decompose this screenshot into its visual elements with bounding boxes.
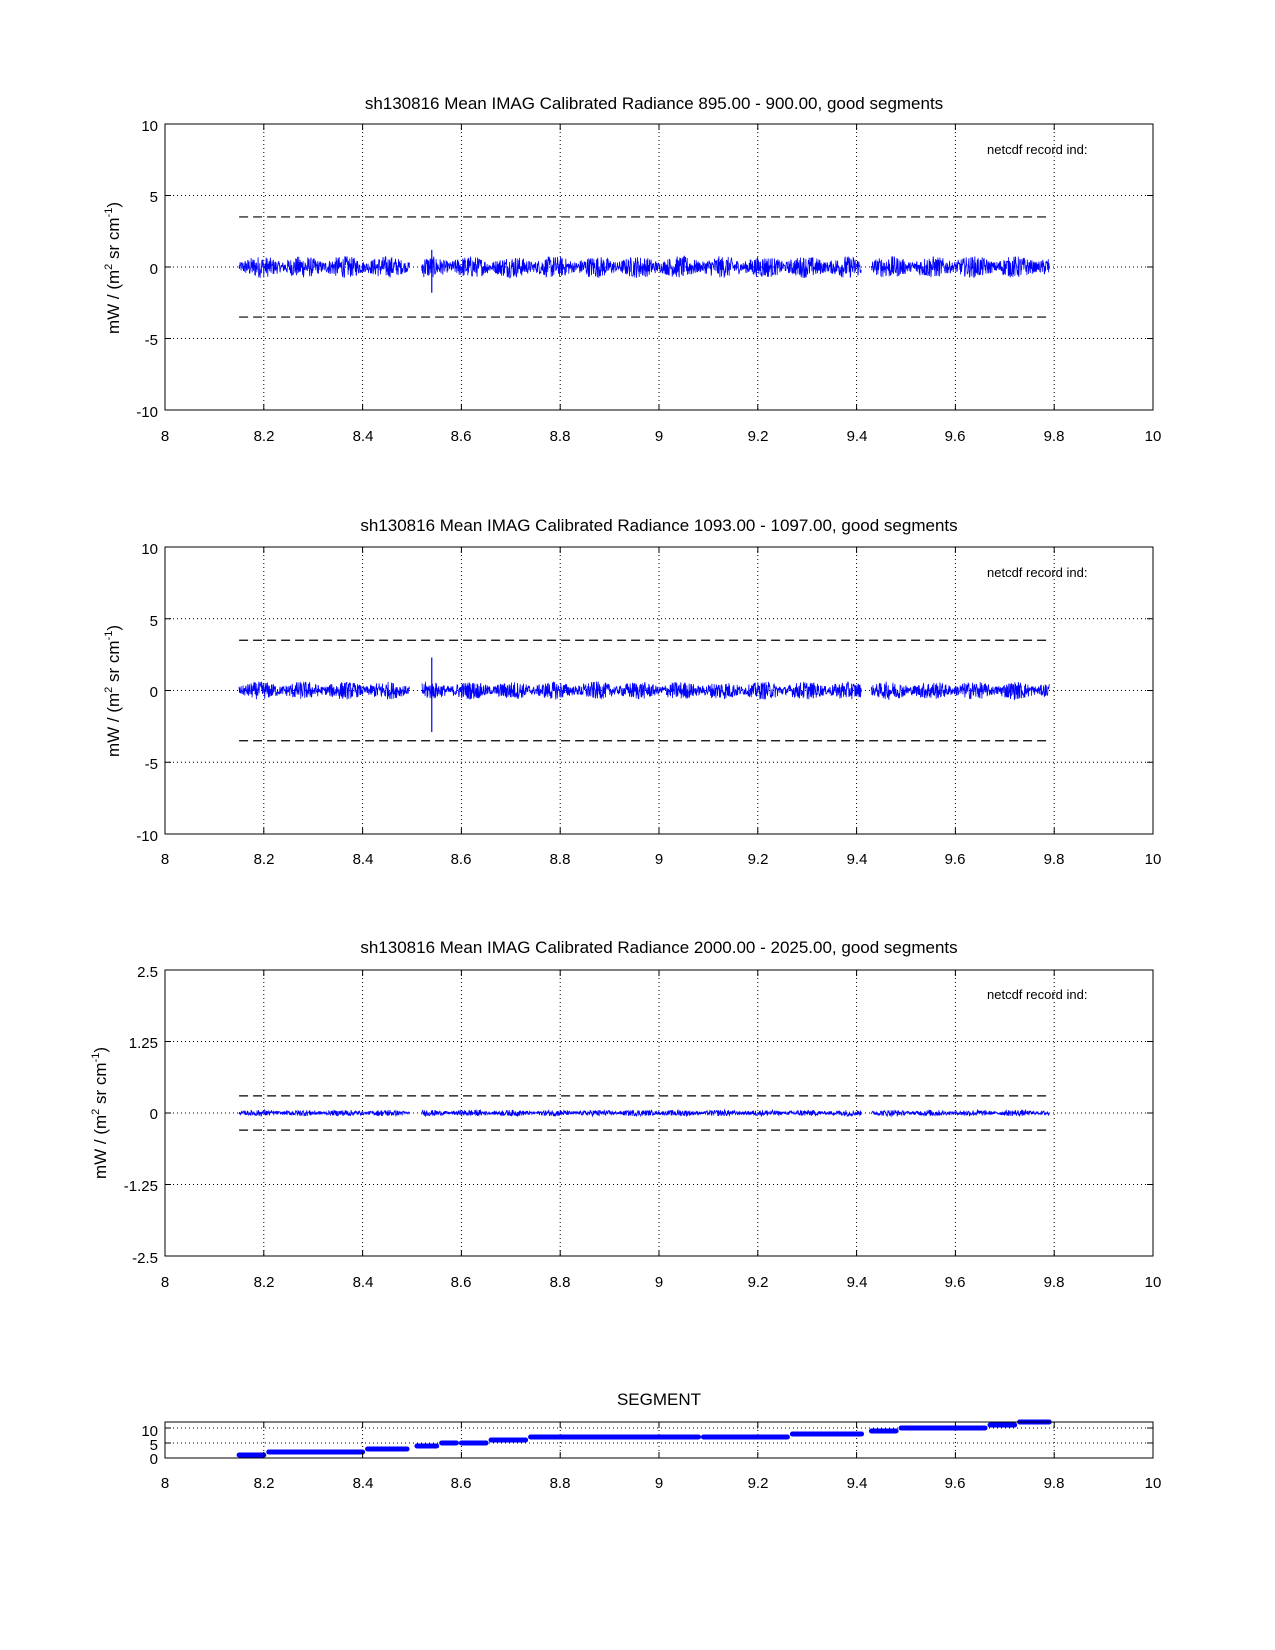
panel-2-xtick-label: 10 xyxy=(1144,851,1162,868)
panel-3-xtick-label: 8.4 xyxy=(352,1274,374,1291)
panel-4-xtick-label: 8.2 xyxy=(253,1475,275,1492)
panel-1 xyxy=(103,94,1161,445)
panel-1-xtick-label: 8.2 xyxy=(253,428,275,445)
panel-2-xtick-label: 8.6 xyxy=(450,851,472,868)
panel-1-xtick-label: 9 xyxy=(654,428,664,445)
panel-2-xtick-label: 8 xyxy=(160,851,170,868)
panel-1-xtick-label: 9.8 xyxy=(1043,428,1065,445)
panel-3-annotation: netcdf record ind: xyxy=(987,987,1088,1002)
panel-2-xtick-label: 9.2 xyxy=(747,851,769,868)
panel-1-xtick-label: 9.4 xyxy=(846,428,868,445)
panel-3-xtick-label: 9 xyxy=(654,1274,664,1291)
panel-4-xtick-label: 8.8 xyxy=(549,1475,571,1492)
panel-1-xtick-label: 8.4 xyxy=(352,428,374,445)
panel-2-plot-area xyxy=(165,547,1153,834)
panel-2-ytick-label: 0 xyxy=(149,684,158,701)
panel-1-xtick-label: 8.8 xyxy=(549,428,571,445)
panel-3-xtick-label: 8.6 xyxy=(450,1274,472,1291)
panel-2-xtick-label: 8.8 xyxy=(549,851,571,868)
panel-1-xtick-label: 9.2 xyxy=(747,428,769,445)
panel-2-ytick-label: -5 xyxy=(144,756,158,773)
panel-2-xtick-label: 8.4 xyxy=(352,851,374,868)
panel-4-xtick-label: 8.6 xyxy=(450,1475,472,1492)
panel-2-xtick-label: 9 xyxy=(654,851,664,868)
panel-2-xtick-label: 9.4 xyxy=(846,851,868,868)
panel-4-ytick-label: 10 xyxy=(141,1423,158,1440)
panel-4-xtick-label: 9 xyxy=(654,1475,664,1492)
panel-3 xyxy=(90,938,1161,1291)
panel-2-xtick-labels xyxy=(161,851,1162,868)
panel-4-xtick-labels xyxy=(161,1475,1162,1492)
panel-4-plot-area xyxy=(165,1422,1153,1458)
panel-3-xtick-label: 9.2 xyxy=(747,1274,769,1291)
panel-3-ytick-label: 2.5 xyxy=(137,964,158,981)
panel-4-xtick-label: 9.4 xyxy=(846,1475,868,1492)
panel-4-ytick-label: 0 xyxy=(149,1451,158,1468)
panel-4-title: SEGMENT xyxy=(616,1390,702,1409)
panel-3-ylabel: mW / ($m^2$ sr $cm^{-1}$) xyxy=(90,1046,110,1180)
panel-2-ytick-label: -10 xyxy=(136,828,158,845)
panel-3-xtick-label: 9.6 xyxy=(944,1274,966,1291)
panel-1-xtick-label: 9.6 xyxy=(944,428,966,445)
panel-2-xtick-label: 9.6 xyxy=(944,851,966,868)
panel-1-ytick-label: 5 xyxy=(149,189,158,206)
panel-4-xtick-label: 8.4 xyxy=(352,1475,374,1492)
panel-4-xtick-label: 9.2 xyxy=(747,1475,769,1492)
panel-3-xtick-label: 8 xyxy=(160,1274,170,1291)
panel-1-xtick-label: 10 xyxy=(1144,428,1162,445)
panel-1-title: sh130816 Mean IMAG Calibrated Radiance 895.00 - 900.00, good segments xyxy=(364,94,944,113)
panel-1-xtick-labels xyxy=(161,428,1162,445)
panel-4-xtick-label: 10 xyxy=(1144,1475,1162,1492)
panel-1-ytick-label: -5 xyxy=(144,332,158,349)
panel-3-xtick-label: 10 xyxy=(1144,1274,1162,1291)
panel-1-xtick-label: 8.6 xyxy=(450,428,472,445)
panel-1-ylabel: mW / ($m^2$ sr $cm^{-1}$) xyxy=(103,201,123,335)
panel-4-xtick-label: 9.8 xyxy=(1043,1475,1065,1492)
panel-4 xyxy=(141,1390,1161,1492)
panel-3-xtick-label: 8.2 xyxy=(253,1274,275,1291)
panel-3-ytick-label: -1.25 xyxy=(123,1178,158,1195)
panel-1-annotation: netcdf record ind: xyxy=(987,142,1088,157)
panel-1-ytick-label: 10 xyxy=(141,118,158,135)
panel-3-plot-area xyxy=(165,970,1153,1256)
panel-3-xtick-label: 9.8 xyxy=(1043,1274,1065,1291)
panel-2-xtick-label: 8.2 xyxy=(253,851,275,868)
panel-3-title: sh130816 Mean IMAG Calibrated Radiance 2000.00 - 2025.00, good segments xyxy=(360,938,958,957)
panel-2 xyxy=(103,516,1161,868)
panel-3-ytick-label: -2.5 xyxy=(132,1250,158,1267)
panel-2-xtick-label: 9.8 xyxy=(1043,851,1065,868)
panel-2-title: sh130816 Mean IMAG Calibrated Radiance 1093.00 - 1097.00, good segments xyxy=(360,516,958,535)
panel-3-xtick-label: 8.8 xyxy=(549,1274,571,1291)
panel-1-plot-area xyxy=(165,124,1153,410)
panel-2-ytick-label: 5 xyxy=(149,613,158,630)
panel-4-xtick-label: 9.6 xyxy=(944,1475,966,1492)
panel-3-xtick-label: 9.4 xyxy=(846,1274,868,1291)
panel-2-ylabel: mW / ($m^2$ sr $cm^{-1}$) xyxy=(103,624,123,758)
panel-1-ytick-label: 0 xyxy=(149,261,158,278)
panel-3-xtick-labels xyxy=(161,1274,1162,1291)
panel-1-ytick-label: -10 xyxy=(136,404,158,421)
panel-4-xtick-label: 8 xyxy=(160,1475,170,1492)
panel-3-ytick-label: 1.25 xyxy=(128,1035,158,1052)
panel-2-ytick-label: 10 xyxy=(141,541,158,558)
panel-1-xtick-label: 8 xyxy=(160,428,170,445)
panel-4-ytick-label: 5 xyxy=(149,1437,158,1454)
panel-3-ytick-label: 0 xyxy=(149,1106,158,1123)
panel-2-annotation: netcdf record ind: xyxy=(987,565,1088,580)
